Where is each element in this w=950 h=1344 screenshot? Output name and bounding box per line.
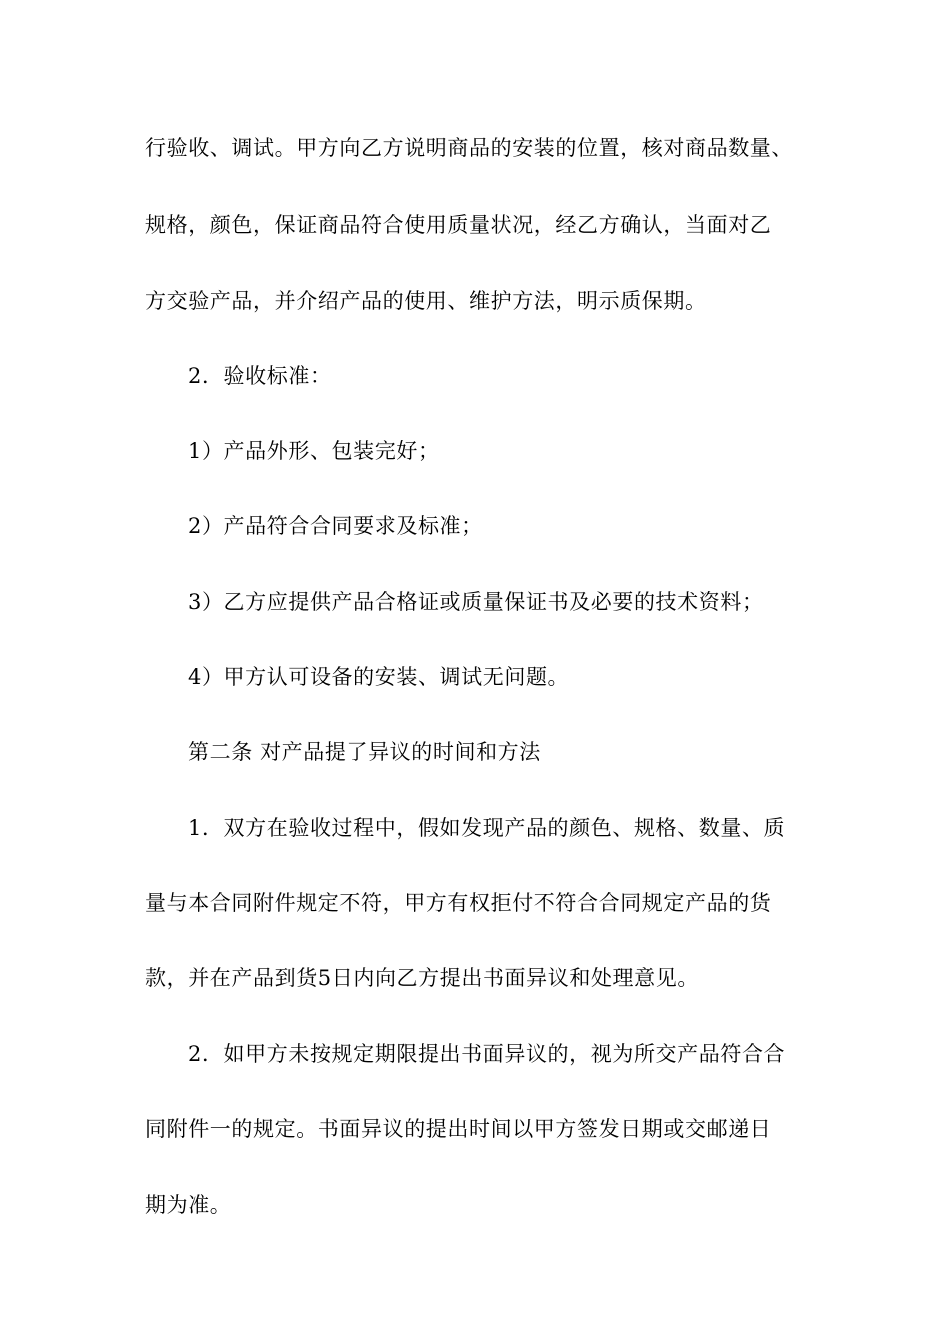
paragraph-line-2: 规格，颜色，保证商品符合使用质量状况，经乙方确认，当面对乙 [145,213,772,237]
paragraph-line-15: 期为准。 [145,1193,232,1217]
paragraph-line-10: 1．双方在验收过程中，假如发现产品的颜色、规格、数量、质 [188,816,786,840]
paragraph-line-3: 方交验产品，并介绍产品的使用、维护方法，明示质保期。 [145,289,707,313]
paragraph-line-13: 2．如甲方未按规定期限提出书面异议的，视为所交产品符合合 [188,1042,786,1066]
paragraph-line-11: 量与本合同附件规定不符，甲方有权拒付不符合合同规定产品的货 [145,891,772,915]
list-item-3: 3）乙方应提供产品合格证或质量保证书及必要的技术资料； [188,590,764,614]
article-heading: 第二条 对产品提了异议的时间和方法 [188,740,541,764]
list-item-4: 4）甲方认可设备的安装、调试无问题。 [188,665,570,689]
paragraph-line-1: 行验收、调试。甲方向乙方说明商品的安装的位置，核对商品数量、 [145,136,793,160]
list-item-2: 2）产品符合合同要求及标准； [188,514,483,538]
section-heading-acceptance-standard: 2．验收标准： [188,364,332,388]
paragraph-line-14: 同附件一的规定。书面异议的提出时间以甲方签发日期或交邮递日 [145,1117,772,1141]
paragraph-line-12: 款，并在产品到货5日内向乙方提出书面异议和处理意见。 [145,966,699,990]
list-item-1: 1）产品外形、包装完好； [188,439,440,463]
